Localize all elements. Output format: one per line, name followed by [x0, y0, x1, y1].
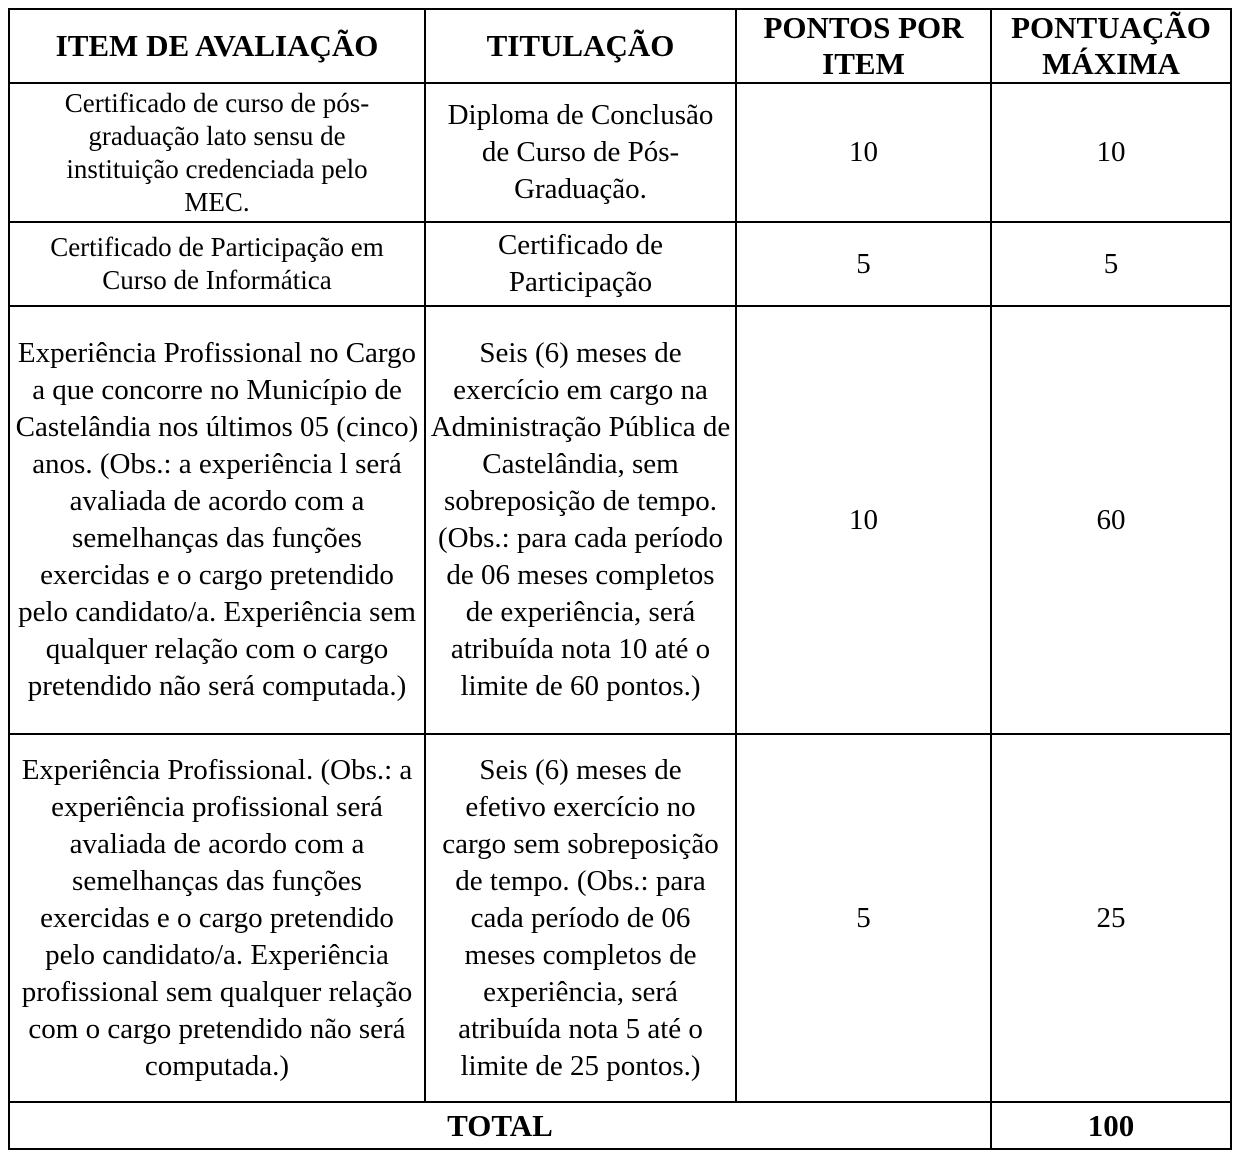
cell-pontuacao-maxima: 10: [991, 83, 1231, 222]
cell-pontuacao-maxima: 60: [991, 306, 1231, 734]
cell-titulacao: Seis (6) meses de exercício em cargo na Administração Pública de Castelândia, sem sobreposição de tempo. (Obs.: para cada período de 06 meses completos de experiência, será atribuída nota 10 até o limite de 60 pontos.): [425, 306, 736, 734]
table-header-row: [9, 9, 1231, 83]
cell-pontuacao-maxima: 5: [991, 222, 1231, 306]
cell-pontos-item: 10: [736, 83, 991, 222]
header-pontos-item: PONTOS POR ITEM: [736, 9, 991, 83]
cell-item: Experiência Profissional. (Obs.: a experiência profissional será avaliada de acordo com a semelhanças das funções exercidas e o cargo pretendido pelo candidato/a. Experiência profissional sem qualquer relação com o cargo pretendido não será computada.): [9, 734, 425, 1102]
evaluation-table: [8, 8, 1232, 1150]
cell-titulacao: Certificado de Participação: [425, 222, 736, 306]
header-item: ITEM DE AVALIAÇÃO: [9, 9, 425, 83]
cell-pontuacao-maxima: 25: [991, 734, 1231, 1102]
table-row: [9, 83, 1231, 222]
cell-pontos-item: 5: [736, 222, 991, 306]
total-label: TOTAL: [9, 1102, 991, 1149]
table-row: [9, 306, 1231, 734]
cell-item: Experiência Profissional no Cargo a que concorre no Município de Castelândia nos últimos 05 (cinco) anos. (Obs.: a experiência l será avaliada de acordo com a semelhanças das funções exercidas e o cargo pretendido pelo candidato/a. Experiência sem qualquer relação com o cargo pretendido não será computada.): [9, 306, 425, 734]
cell-pontos-item: 5: [736, 734, 991, 1102]
cell-item: Certificado de Participação em Curso de Informática: [9, 222, 425, 306]
total-value: 100: [991, 1102, 1231, 1149]
cell-pontos-item: 10: [736, 306, 991, 734]
header-titulacao: TITULAÇÃO: [425, 9, 736, 83]
cell-titulacao: Diploma de Conclusão de Curso de Pós-Graduação.: [425, 83, 736, 222]
cell-item: Certificado de curso de pós-graduação lato sensu de instituição credenciada pelo MEC.: [9, 83, 425, 222]
cell-titulacao: Seis (6) meses de efetivo exercício no cargo sem sobreposição de tempo. (Obs.: para cada período de 06 meses completos de experiência, será atribuída nota 5 até o limite de 25 pontos.): [425, 734, 736, 1102]
table-row: [9, 222, 1231, 306]
total-row: [9, 1102, 1231, 1149]
header-pontuacao-maxima: PONTUAÇÃO MÁXIMA: [991, 9, 1231, 83]
table-row: [9, 734, 1231, 1102]
